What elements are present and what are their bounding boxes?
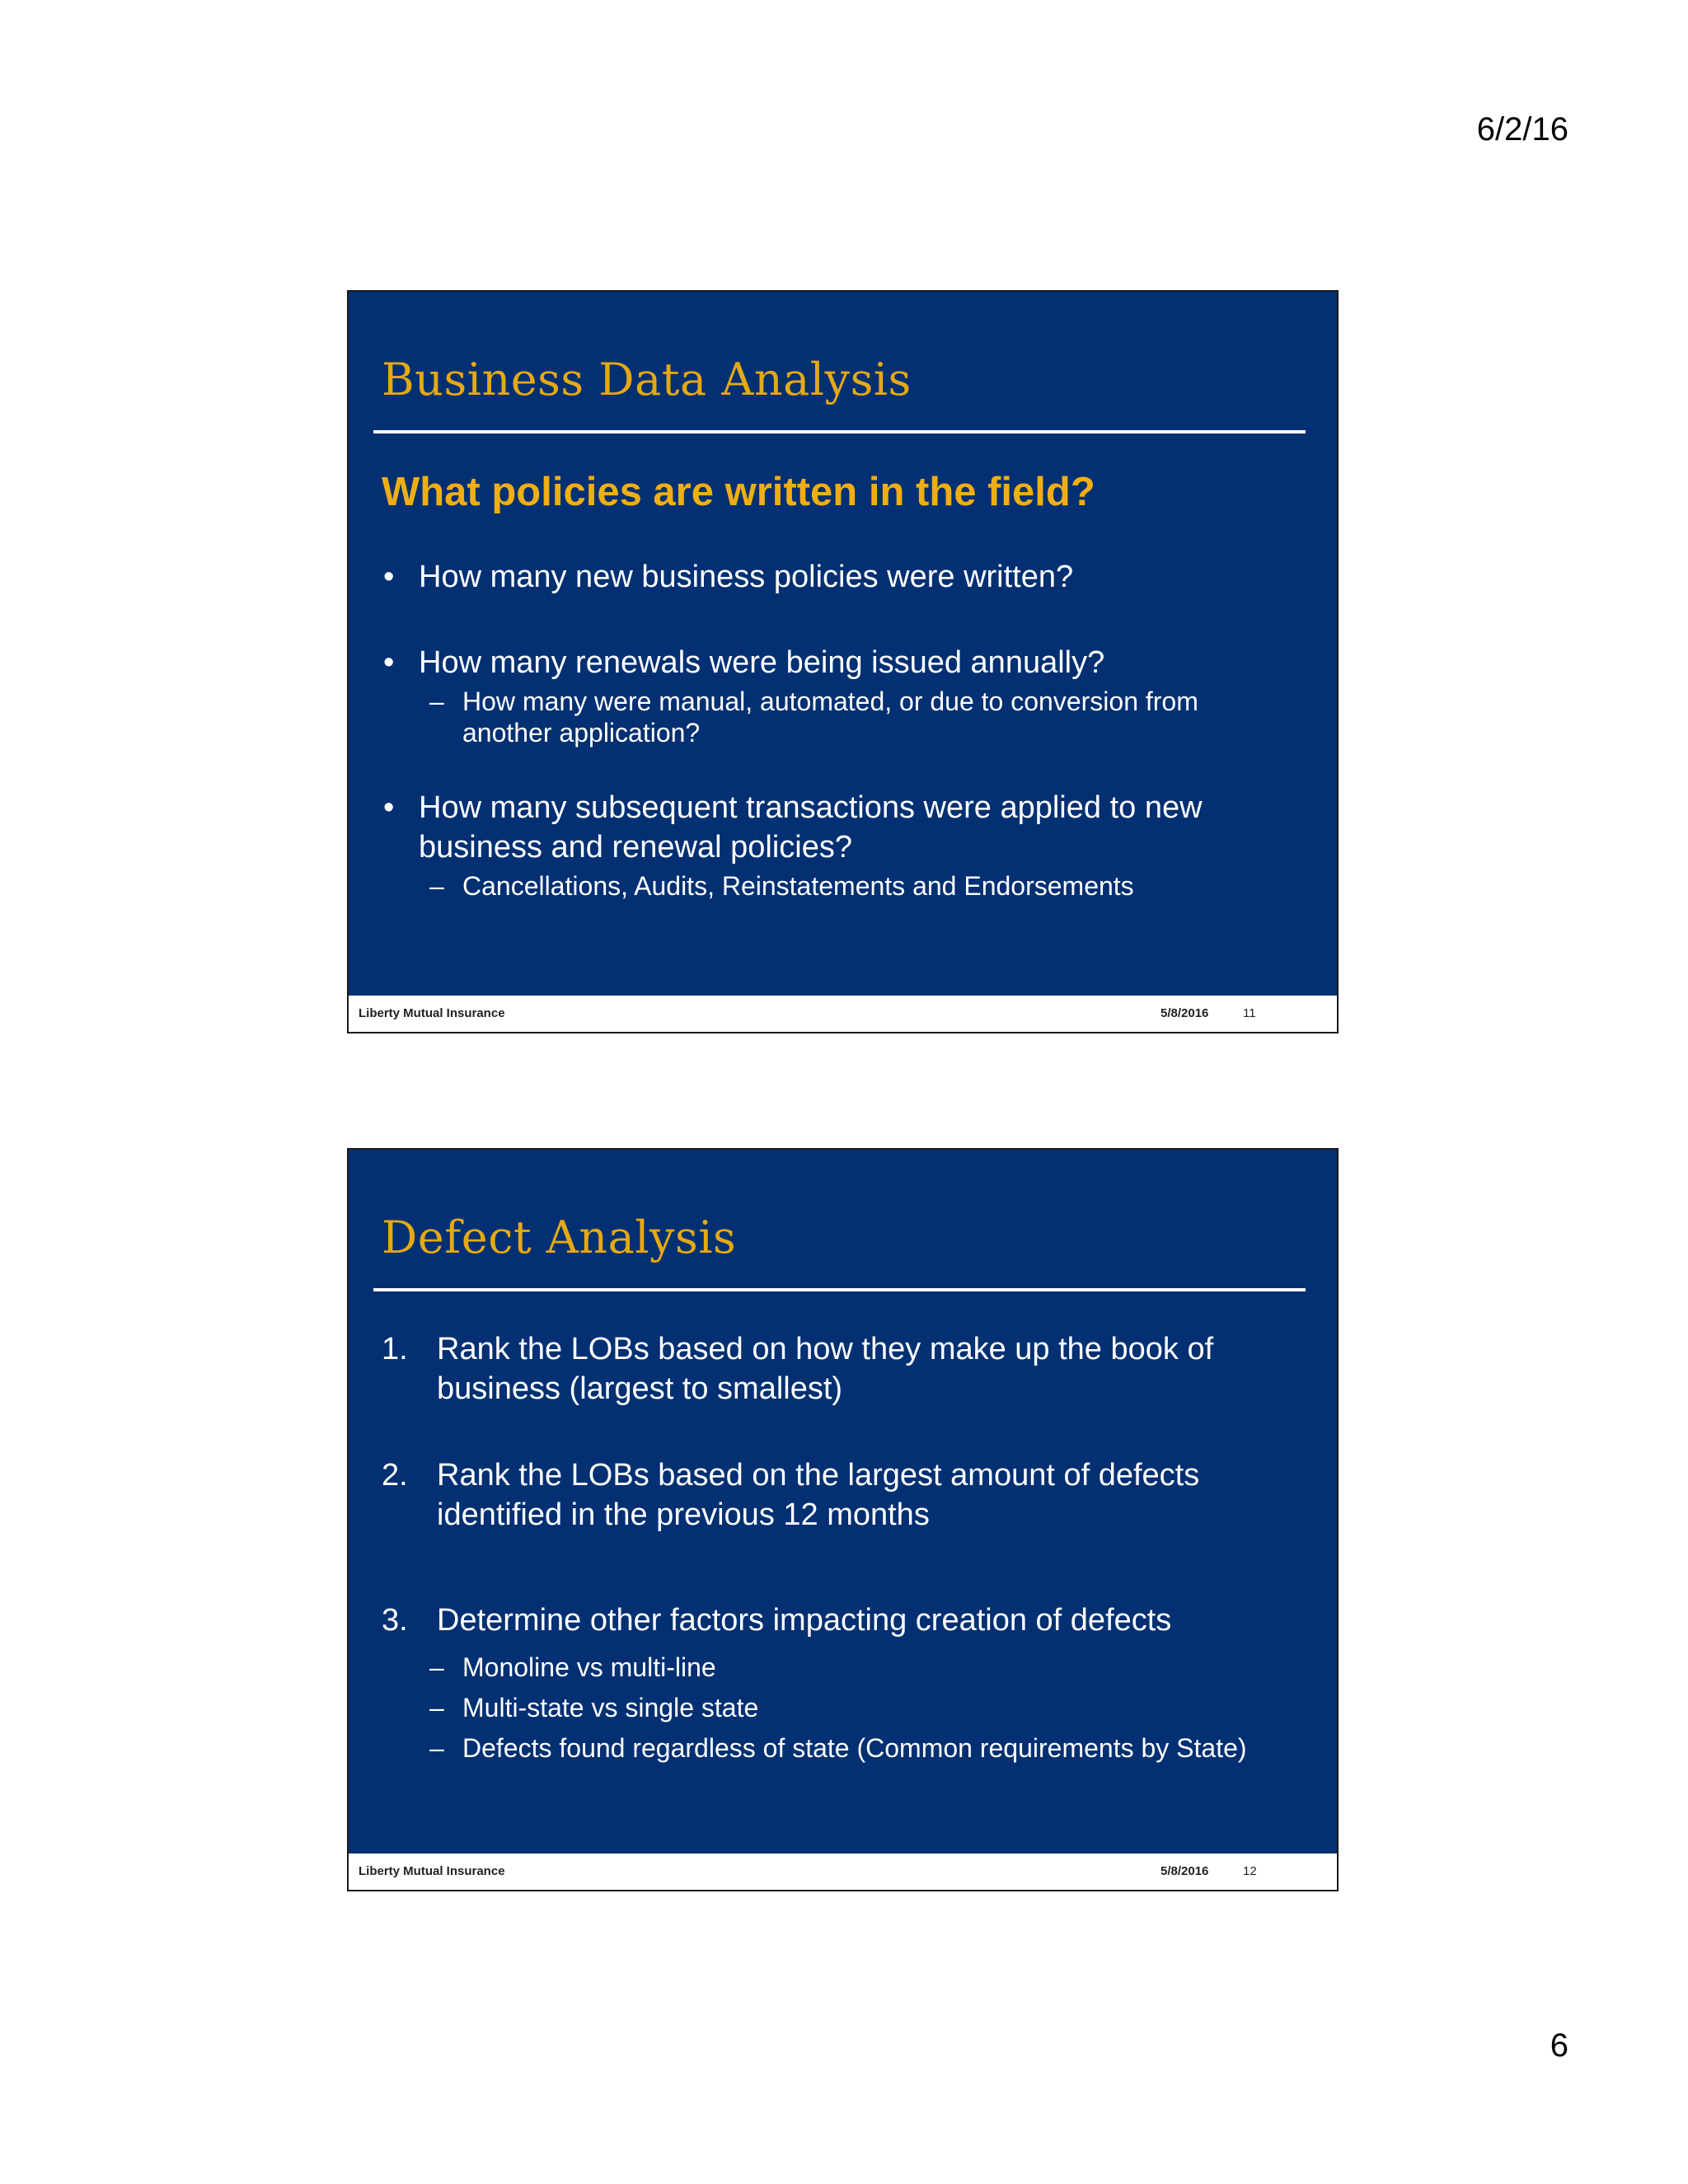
- slide-subtitle: What policies are written in the field?: [382, 470, 1095, 514]
- slide-footer: [349, 1854, 1337, 1890]
- slide-content: [382, 557, 1296, 902]
- slide-footer: [349, 996, 1337, 1032]
- slide-title: Defect Analysis: [382, 1212, 737, 1263]
- sub-bullet-item: [382, 870, 1296, 902]
- page-number: 6: [1550, 2027, 1568, 2064]
- numbered-item: [382, 1329, 1296, 1408]
- item-number: 2.: [382, 1458, 408, 1493]
- item-text: Rank the LOBs based on the largest amount of defects identified in the previous 12 months: [437, 1458, 1200, 1532]
- bullet-marker: •: [383, 645, 395, 680]
- footer-date: 5/8/2016: [1160, 1006, 1209, 1020]
- slide-title: Business Data Analysis: [382, 354, 912, 405]
- footer-slide-number: 12: [1243, 1864, 1257, 1878]
- bullet-text: How many new business policies were written?: [419, 560, 1074, 594]
- sub-bullet-marker: –: [429, 1652, 444, 1682]
- sub-bullet-text: How many were manual, automated, or due to conversion from another application?: [462, 687, 1198, 748]
- footer-company: Liberty Mutual Insurance: [359, 1006, 505, 1020]
- footer-date: 5/8/2016: [1160, 1864, 1209, 1878]
- slide-defect-analysis: [347, 1148, 1339, 1891]
- bullet-marker: •: [383, 790, 395, 825]
- bullet-marker: •: [383, 560, 395, 594]
- sub-bullet-marker: –: [429, 1733, 444, 1763]
- bullet-text: How many subsequent transactions were applied to new business and renewal policies?: [419, 790, 1203, 865]
- bullet-text: How many renewals were being issued annually?: [419, 645, 1105, 680]
- page-date: 6/2/16: [1476, 111, 1568, 148]
- sub-bullet-item: [382, 1688, 1296, 1728]
- sub-bullet-text: Monoline vs multi-line: [462, 1652, 716, 1682]
- sub-bullet-item: [382, 686, 1296, 748]
- bullet-item: [382, 788, 1296, 867]
- footer-slide-number: 11: [1243, 1006, 1256, 1020]
- sub-bullet-marker: –: [429, 1693, 444, 1722]
- item-text: Determine other factors impacting creation of defects: [437, 1603, 1172, 1638]
- title-divider: [373, 430, 1306, 434]
- sub-bullet-marker: –: [429, 687, 444, 716]
- title-divider: [373, 1288, 1306, 1291]
- slide-business-data-analysis: [347, 290, 1339, 1033]
- numbered-item: [382, 1601, 1296, 1640]
- sub-bullet-text: Defects found regardless of state (Common requirements by State): [462, 1733, 1247, 1763]
- bullet-item: [382, 557, 1296, 597]
- item-number: 1.: [382, 1332, 408, 1366]
- bullet-item: [382, 643, 1296, 682]
- sub-bullet-text: Multi-state vs single state: [462, 1693, 759, 1722]
- sub-bullet-item: [382, 1728, 1296, 1769]
- sub-bullet-text: Cancellations, Audits, Reinstatements and Endorsements: [462, 871, 1134, 901]
- numbered-item: [382, 1455, 1296, 1535]
- slide-content: [382, 1329, 1296, 1769]
- item-text: Rank the LOBs based on how they make up the book of business (largest to smallest): [437, 1332, 1214, 1406]
- sub-bullet-item: [382, 1647, 1296, 1688]
- footer-company: Liberty Mutual Insurance: [359, 1864, 505, 1878]
- sub-bullet-marker: –: [429, 871, 444, 901]
- item-number: 3.: [382, 1603, 408, 1638]
